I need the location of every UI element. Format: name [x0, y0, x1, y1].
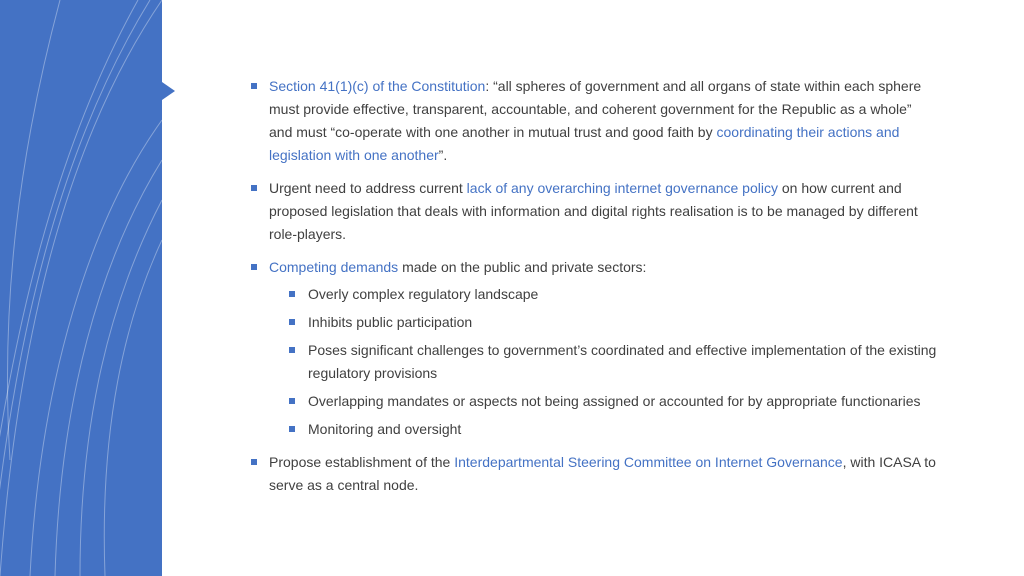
- bullet-policy-gap: [248, 177, 938, 246]
- slide-content: [248, 75, 938, 507]
- sub-bullet-item: [269, 339, 938, 385]
- sub-bullet-text: Poses significant challenges to government’s coordinated and effective implementation of the existing regulatory provisions: [308, 342, 937, 381]
- sub-bullet-list: [269, 283, 938, 441]
- square-bullet-icon: [251, 185, 257, 191]
- sub-bullet-text: Overlapping mandates or aspects not being assigned or accounted for by appropriate functionaries: [308, 393, 921, 409]
- bullet-list: [248, 75, 938, 497]
- sub-bullet-item: [269, 311, 938, 334]
- constitution-reference: Section 41(1)(c) of the Constitution: [269, 78, 486, 94]
- committee-text-end: , with ICASA to serve as a central node.: [269, 454, 936, 493]
- square-bullet-icon: [289, 291, 295, 297]
- bullet-constitution: [248, 75, 938, 167]
- committee-text-start: Propose establishment of the: [269, 454, 455, 470]
- decorative-arcs: [0, 0, 162, 576]
- policy-gap-text-end: on how current and proposed legislation that deals with information and digital rights realisation is to be managed by different role-players.: [269, 180, 918, 242]
- square-bullet-icon: [289, 426, 295, 432]
- competing-demands-highlight: Competing demands: [269, 259, 399, 275]
- competing-demands-text: made on the public and private sectors:: [398, 259, 647, 275]
- square-bullet-icon: [251, 264, 257, 270]
- square-bullet-icon: [289, 347, 295, 353]
- sub-bullet-item: [269, 418, 938, 441]
- square-bullet-icon: [289, 319, 295, 325]
- square-bullet-icon: [251, 83, 257, 89]
- sub-bullet-text: Inhibits public participation: [308, 314, 473, 330]
- coordination-highlight: coordinating their actions and legislation with one another: [269, 124, 900, 163]
- committee-highlight: Interdepartmental Steering Committee on Internet Governance: [454, 454, 843, 470]
- constitution-quote-end: ”.: [438, 147, 448, 163]
- square-bullet-icon: [251, 459, 257, 465]
- constitution-quote: : “all spheres of government and all organs of state within each sphere must provide effective, transparent, accountable, and coherent government for the Republic as a whole” and must “co-operate with one another in mutual trust and good faith by: [269, 78, 922, 140]
- bullet-steering-committee: [248, 451, 938, 497]
- square-bullet-icon: [289, 398, 295, 404]
- slide-pointer-arrow: [162, 82, 175, 100]
- decorative-side-panel: [0, 0, 162, 576]
- policy-gap-text-start: Urgent need to address current: [269, 180, 467, 196]
- sub-bullet-text: Overly complex regulatory landscape: [308, 286, 539, 302]
- sub-bullet-item: [269, 283, 938, 306]
- sub-bullet-text: Monitoring and oversight: [308, 421, 462, 437]
- bullet-competing-demands: [248, 256, 938, 441]
- policy-gap-highlight: lack of any overarching internet governance policy: [466, 180, 778, 196]
- sub-bullet-item: [269, 390, 938, 413]
